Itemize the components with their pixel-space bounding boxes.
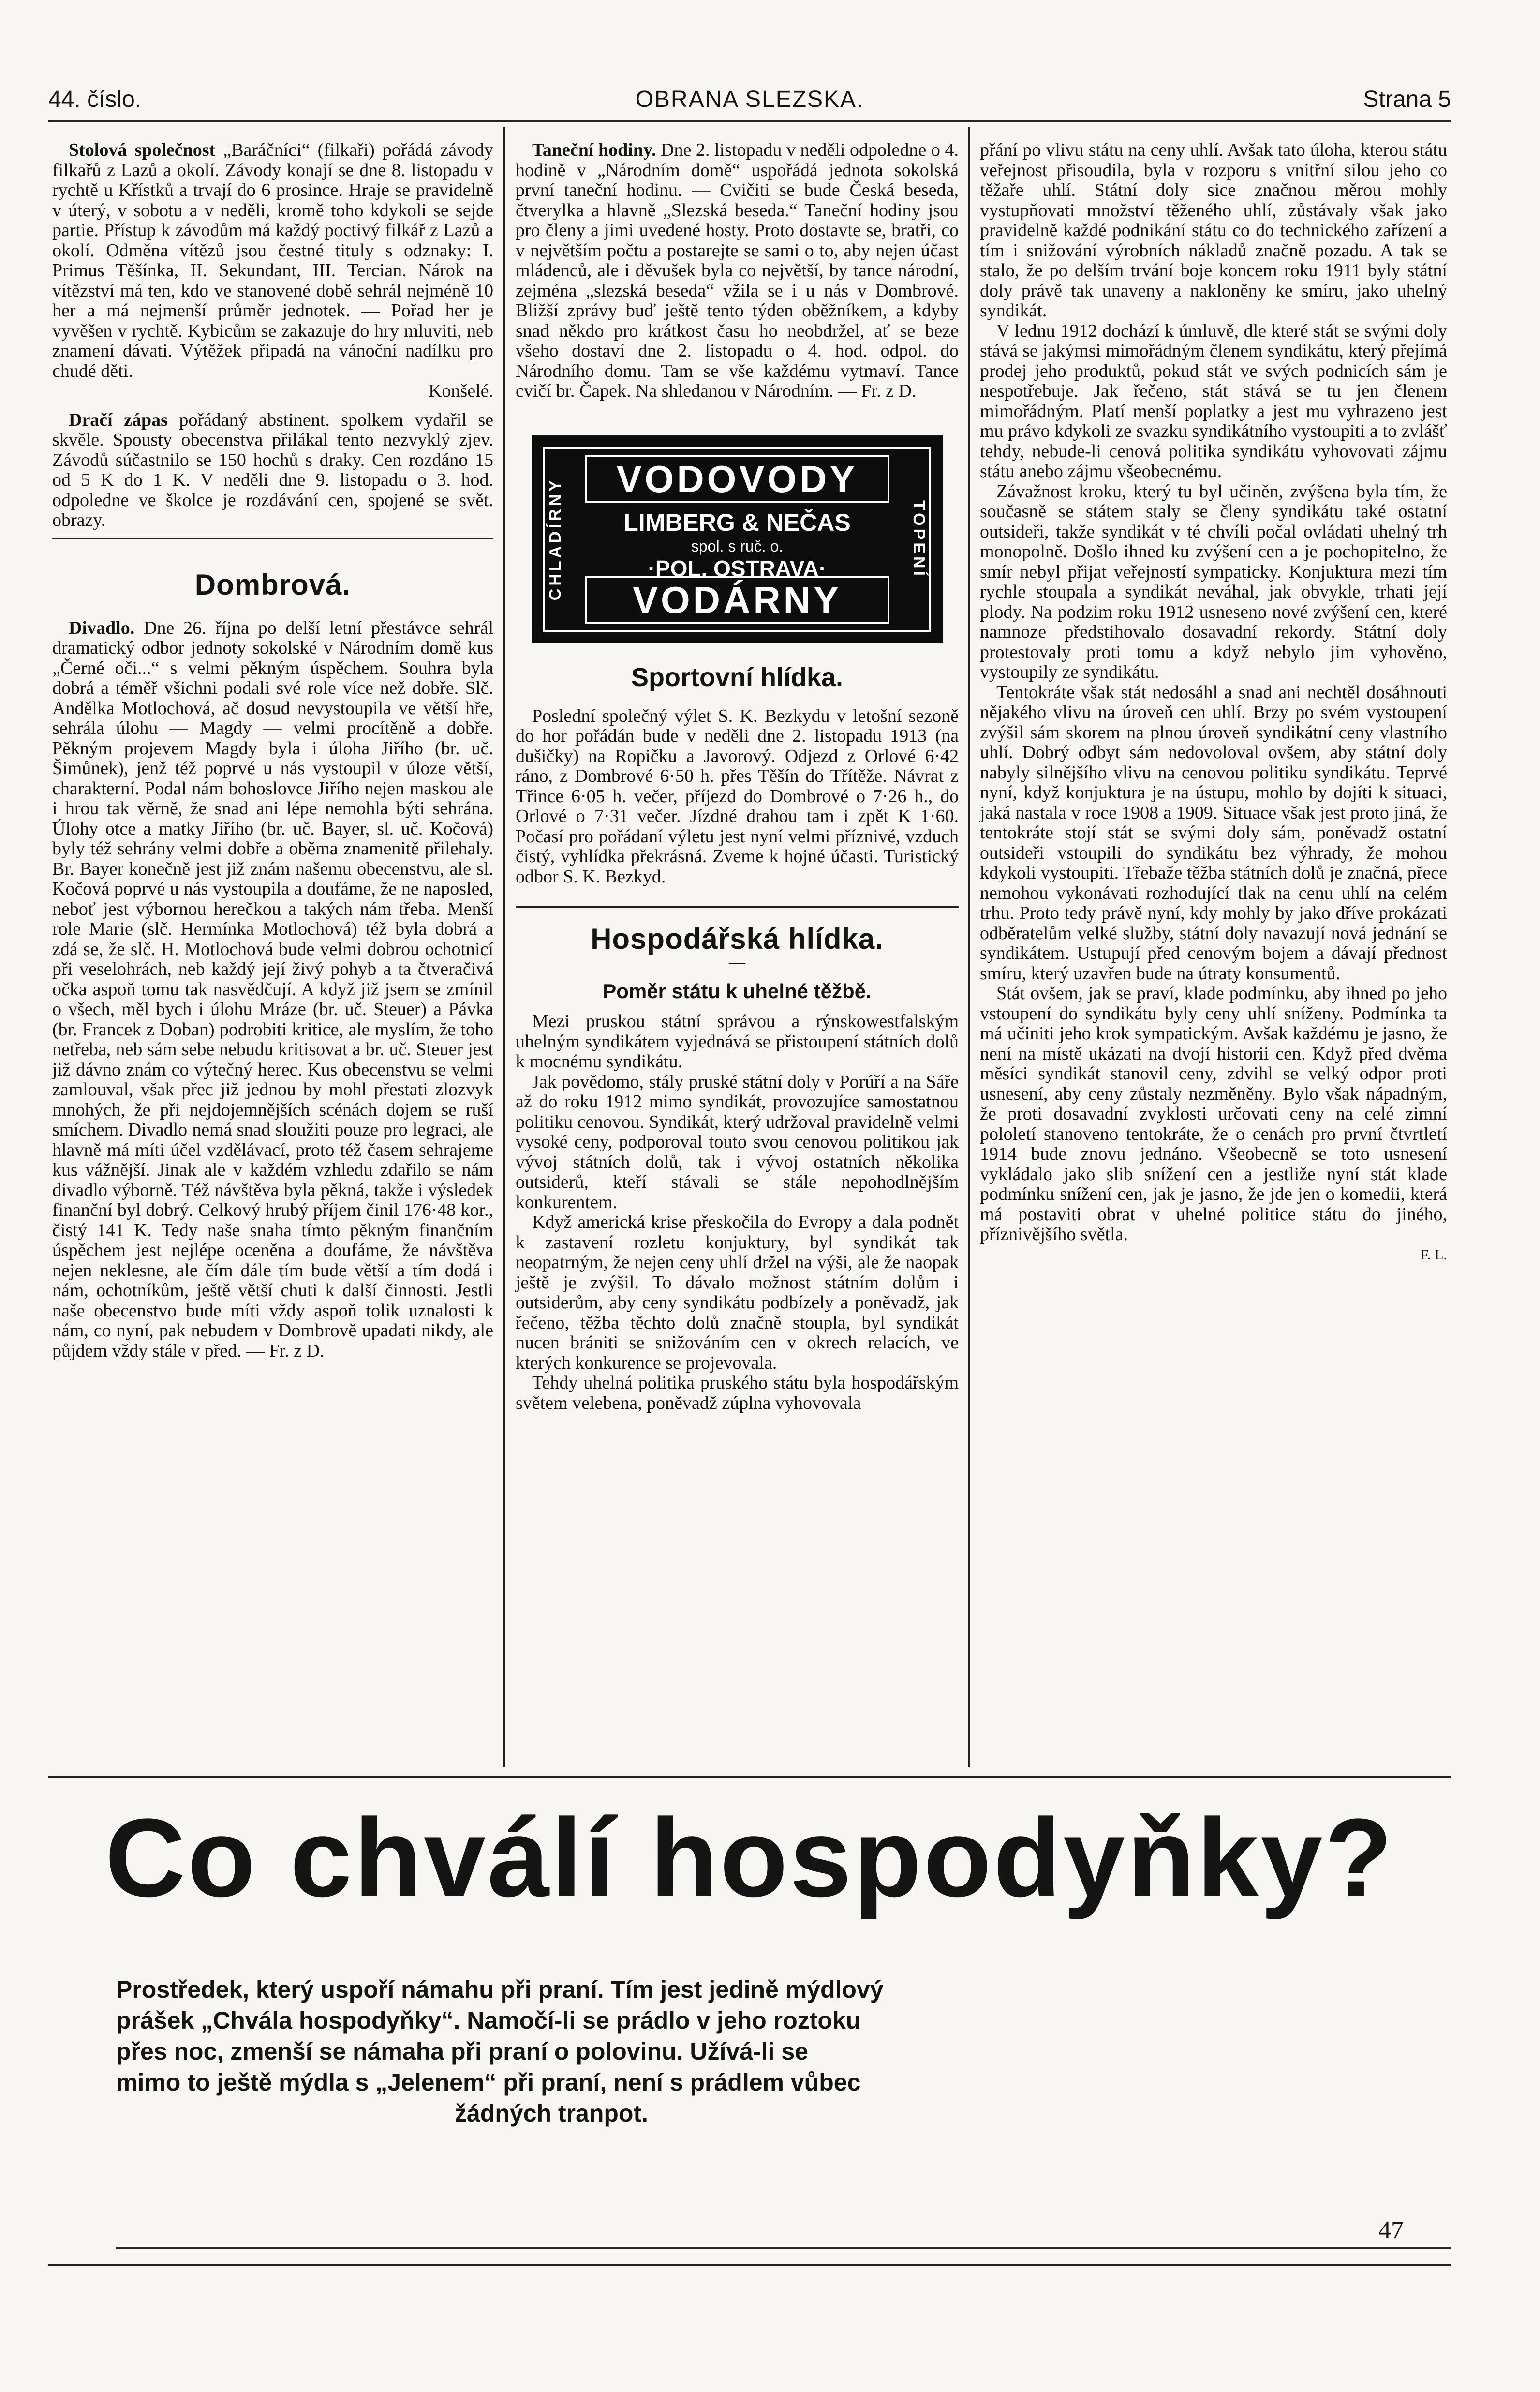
article-lead: Taneční hodiny. (532, 140, 656, 160)
page-number: 47 (1378, 2216, 1404, 2244)
section-rule (516, 906, 959, 908)
article-signature: Konšelé. (428, 381, 493, 401)
bottom-frame-rule (48, 2264, 1451, 2266)
article-paragraph: Mezi pruskou státní správou a rýnskowestfalským uhelným syndikátem vyjednává se přistoupení státních dolů k mocnému syndikátu. (516, 1011, 959, 1072)
ad-firm-name: LIMBERG & NEČAS (623, 508, 851, 536)
ornament-dash: — (729, 953, 745, 971)
article-sport: Poslední společný výlet S. K. Bezkydu v letošní sezoně do hor pořádán bude v neděli dne 2. listopadu 1913 (na dušičky) na Ropičku a Javorový. Odjezd z Orlové 6·42 ráno, z Dombrové 6·50 h. přes Těšín do Třítěže. Návrat z Třince 6·05 h. večer, příjezd do Dombrové o 7·26 h., do Orlové o 7·31 večer. Jízdné drahou tam i zpět K 1·60. Počasí pro pořádaní výletu jest nyní velmi příznivé, vzduch čistý, vyhlídka překrásná. Zveme k hojné účasti. Turistický odbor S. K. Bezkyd. (516, 705, 959, 887)
article-paragraph: Tentokráte však stát nedosáhl a snad ani nechtěl dosáhnouti nějakého vlivu na úroveň cen uhlí. Brzy po svém vystoupení zvýšil sám skorem na plnou úroveň syndikátní ceny vlastního uhlí. Dobrý odbyt sám nedovoloval ovšem, aby státní doly nabyly silnějšího vlivu na cenovou politiku syndikátu. Teprvé nyní, když konjuktura je na ústupu, mohlo by dojíti k situaci, jaká nastala v roce 1908 a 1909. Situace však jest proto jiná, že tentokráte stojí stát se svými doly sám, poněvadž ostatní outsideři vstoupili do syndikátu bez výhrady, že mohou kdykoli vystoupiti. Třebaže těžba státních dolů je značná, přece nemohou vykonávati rozhodující tlak na cenu uhlí na celém trhu. Proto tedy právě nyní, kdy mohly by jako dříve prokázati odběratelům velké služby, státní doly navazují nová jednání se syndikátem. Ustupují před cenovým bojem a dávají přednost smíru, který uzavřen bude na útraty konsumentů. (980, 682, 1447, 984)
issue-number: 44. číslo. (48, 87, 142, 112)
section-title-hospodarska: Hospodářská hlídka. (591, 923, 884, 955)
ad-side-left (541, 460, 570, 619)
article-paragraph: Stát ovšem, jak se praví, klade podmínku, aby ihned po jeho vstoupení do syndikátu byly ceny uhlí sníženy. Podmínka ta má učiniti jeho krok sympatickým. Avšak každému je jasno, že není na místě ukázati na dvojí historii cen. Když před dvěma měsíci syndikát stanovil ceny, zdvihl se velký odpor proti usnesení, aby ceny zůstaly nezměněny. Bylo však nápadným, že proti dosavadní zvyklosti určovati ceny na celé zimní pololetí stanoveno tentokráte, že o cenách pro první čtvrtletí 1914 bude znovu jednáno. Všeobecně se toto usnesení vykládalo jako slib snížení cen a jestliže nyní stát klade podmínku snížení cen, jak je jasno, že jde jen o komedii, která má postaviti obrat v uhelné politice státu do jiného, příznivějšího světla. (980, 983, 1447, 1244)
article-stolova (52, 140, 493, 381)
bottom-ad-line: přes noc, zmenší se námaha při praní o polovinu. Užívá-li se (116, 2038, 808, 2065)
bottom-ad-line: žádných tranpot. (454, 2100, 649, 2127)
page-number-rule (116, 2247, 1451, 2249)
article-paragraph: Jak povědomo, stály pruské státní doly v Porúří a na Sáře až do roku 1912 mimo syndikát, provozujíce samostatnou politiku cenovou. Syndikát, který udržoval pravidelně velmi vysoké ceny, podporoval touto svou cenovou politikou jak vývoj státních dolů, tak i vývoj ostatních několika outsiderů, kteří stávali se stále nepohodlnějším konkurentem. (516, 1071, 959, 1212)
bottom-ad-headline: Co chválí hospodyňky? (105, 1795, 1394, 1920)
bottom-ad-line: prášek „Chvála hospodyňky“. Namočí-li se prádlo v jeho roztoku (116, 2007, 861, 2034)
section-title-dombrova: Dombrová. (194, 568, 351, 601)
article-signature: F. L. (1420, 1246, 1447, 1263)
article-paragraph: Když americká krise přeskočila do Evropy a dala podnět k zastavení rozletu konjuktury, byl syndikát tak neopatrným, že nejen ceny uhlí držel na výši, ale že naopak ještě je zvýšil. To dávalo možnost státním dolům i outsiderům, aby ceny syndikátu podbízely a poněvadž, jak řečeno, těžba těchto dolů značně stoupla, byl syndikát nucen brániti se snižováním cen v okrech relacích, ve kterých konkurence se projevovala. (516, 1212, 959, 1373)
article-lead: Divadlo. (69, 617, 135, 638)
article-paragraph: Závažnost kroku, který tu byl učiněn, zvýšena byla tím, že současně se státem staly se členy syndikátu také ostatní outsideři, takže syndikát v té chvíli počal ovládati uhelný trh monopolně. Došlo ihned ku zvýšení cen a je pochopitelno, že smír nebyl přijat veřejností sympaticky. Konjuktura mezi tím rychle stoupala a syndikát neváhal, jak obvykle, trhati její plody. Na podzim roku 1912 usneseno nové zvýšení cen, které namnoze předstihovalo dosavadní rekordy. Státní doly protestovaly proti tomu a když nebylo jim vyhověno, vystoupily ze syndikátu. (980, 481, 1447, 682)
article-body: „Baráčníci“ (filkaři) pořádá závody filkařů z Lazů a okolí. Závody konají se dne 8. listopadu v rychtě u Křístků a trvají do 6 prosince. Hraje se pravidelně v úterý, v sobotu a v neděli, kromě toho kdykoli se sejde partie. Přístup k závodům má každý poctivý filkář z Lazů a okolí. Odměna vítězů jsou čestné tituly s odznaky: I. Primus Těšínka, II. Sekundant, III. Tercian. Nárok na vítězství má ten, kdo ve stanovené době sehrál nejméně 10 her a má nejmenší průměr jednotek. — Pořad her je vyvěšen v rychtě. Kybicům se zakazuje do hry mluviti, neb znamení dávati. Výtěžek připadá na vánoční nadílku pro chudé děti. (52, 140, 493, 381)
article-paragraph: přání po vlivu státu na ceny uhlí. Avšak tato úloha, kterou státu veřejnost přisoudila, byla v rozporu s vnitřní silou jeho co těžaře uhlí. Státní doly sice značnou měrou mohly vystupňovati množství těženého uhlí, zůstávaly však jako pravidelně každé podnikání státu co do technického zařízení a tím i snižování výrobních nákladů značně pozadu. A tak se stalo, že po delším trvání boje koncem roku 1911 byly státní doly právě tak unaveny a nakloněny ke smíru, jako uhelný syndikát. (980, 140, 1447, 321)
section-rule (52, 538, 493, 539)
article-body: pořádaný abstinent. spolkem vydařil se skvěle. Spousty obecenstva přilákal tento nezvyklý zjev. Závodů súčastnilo se 150 hochů s draky. Cen rozdáno 15 od 5 K do 1 K. V neděli dne 9. listopadu o 3. hod. odpoledne ve školce je rozdávání cen, spojené se svět. obrazy. (52, 409, 494, 530)
column-2 (516, 140, 959, 1413)
newspaper-title: OBRANA SLEZSKA. (635, 87, 864, 112)
bottom-ad-line: Prostředek, který uspoří námahu při praní. Tím jest jedině mýdlový (116, 1976, 884, 2003)
ad-side-left-text: CHLADÍRNY (546, 478, 565, 601)
article-divadlo (52, 618, 493, 1361)
ad-side-right (904, 460, 933, 619)
ad-side-right-text: TOPENÍ (909, 500, 928, 579)
ad-firm-block (585, 508, 889, 581)
page-header (48, 86, 1451, 118)
column-1 (52, 140, 493, 1361)
article-draci (52, 410, 493, 531)
article-tanecni (516, 140, 959, 402)
section-title-sport: Sportovní hlídka. (631, 662, 844, 692)
article-paragraph: Tehdy uhelná politika pruského státu byla hospodářským světem velebena, poněvadž zúplna vyhovovala (516, 1373, 959, 1413)
article-body: Dne 26. října po delší letní přestávce sehrál dramatický odbor jednoty sokolské v Národním domě kus „Černé oči...“ s velmi pěkným úspěchem. Souhra byla dobrá a téměř všichni podali své role více než dobře. Slč. Andělka Motlochová, ač dosud nevystoupila ve větší hře, sehrála úlohu — Magdy — velmi procítěně a dobře. Pěkným projevem Magdy byla i úloha Jiřího (br. uč. Šimůnek), jenž též poprvé u nás vystoupil v úloze větší, charakterní. Podal nám bohoslovce Jiřího nejen maskou ale i hrou tak věrně, že snad ani lépe nemohla býti sehrána. Úlohy otce a matky Jiřího (br. uč. Bayer, sl. uč. Kočová) byly též sehrány velmi dobře a oběma znamenitě přilehaly. Br. Bayer konečně jest již znám našemu obecenstvu, ale sl. Kočová poprvé u nás vystoupila a doufáme, že ne naposled, neboť jest výbornou herečkou a takých nám třeba. Menší role Marie (slč. Hermínka Motlochová) též byla dobrá a zdá se, že slč. H. Motlochová bude velmi dobrou ochotnicí při veselohrách, neb každý její živý pohyb a ta čtveračivá očka aspoň tomu tak nasvědčují. A když již jsem se zmínil o všech, měl bych i úlohu Mráze (br. uč. Steuer) a Pávka (br. Francek z Doban) podrobiti kritice, ale myslím, že toho netřeba, neb sám sebe nebudu kritisovat a br. uč. Steuer jest již dávno znám co výtečný herec. Kus obecenstvu se velmi zamlouval, však přec již jednou by mohl přestati zlozvyk mnohých, že při nejdojemnějších scénách dojem se ruší smíchem. Divadlo nemá snad sloužiti pouze pro legraci, ale hlavně má míti účel vzdělávací, proto též časem sehrajeme kus vážnější. Jinak ale v každém vzhledu zdařilo se nám divadlo výborně. Též návštěva byla pěkná, takže i výsledek finanční byl dobrý. Celkový hrubý příjem činil 176·48 kor., čistý 141 K. Tedy naše snaha tímto pěkným finančním úspěchem jest nejlépe oceněna a doufáme, že návštěva nejen neklesne, ale čím dále tím bude větší a tím dodá i nám, ochotníkům, ještě větší chuti k další činnosti. Jestli naše obecenstvo bude míti vždy aspoň tolik uznalosti k nám, co nyní, pak nebudem v Dombrově upadati nikdy, ale půjdem vždy stále v před. — Fr. z D. (52, 617, 494, 1361)
column-3 (980, 140, 1447, 1265)
bottom-ad-text (116, 1974, 1287, 2129)
ad-firm-city: ·POL. OSTRAVA· (648, 555, 827, 581)
vodovody-advertisement (532, 435, 943, 643)
article-paragraph: V lednu 1912 dochází k úmluvě, dle které stát se svými doly stává se jakýmsi mimořádným členem syndikátu, který přejímá prodej jeho produktů, pokud stát ve svých podnicích sám je nespotřebuje. Jak řečeno, stát stává se tu jen členem mimořádným. Platí menší poplatky a jest mu vyhrazeno jest mu právo kdykoli ze svazku syndikátního vystoupiti a to zvlášť tehdy, nebude-li cenová politika syndikátu vyhovovati zájmu státu anebo zájmu všeobecnému. (980, 320, 1447, 481)
ad-bottom-word: VODÁRNY (585, 576, 889, 624)
ad-firm-sub: spol. s ruč. o. (691, 537, 784, 555)
bottom-ad-rule (48, 1776, 1451, 1778)
column-divider-1 (503, 127, 505, 1767)
ad-top-word: VODOVODY (585, 455, 889, 503)
article-lead: Stolová společnost (69, 140, 216, 160)
header-rule (48, 120, 1451, 122)
article-body: Dne 2. listopadu v neděli odpoledne o 4. hodině v „Národním domě“ uspořádá jednota sokolská první taneční hodinu. — Cvičiti se bude Česká beseda, čtverylka a hlavně „Slezská beseda.“ Taneční hodiny jsou pro členy a jimi uvedené hosty. Proto dostavte se, bratři, co v největším počtu a postarejte se sami o to, aby nejen účast mládenců, ale i děvušek byla co největší, by tance národní, zejména „slezská beseda“ vžila se i u nás v Dombrové. Bližší zprávy buď ještě tento týden oběžníkem, a kdyby snad někdo pro krátkost času ho neobdržel, ať se beze všeho dostaví dne 2. listopadu o 4. hod. odpol. do Národního domu. Tam se vše každému vytmaví. Tance cvičí br. Čapek. Na shledanou v Národním. — Fr. z D. (516, 140, 959, 401)
article-subtitle: Poměr státu k uhelné těžbě. (603, 979, 872, 1002)
article-lead: Dračí zápas (69, 409, 168, 430)
bottom-ad-line: mimo to ještě mýdla s „Jelenem“ při praní, není s prádlem vůbec (116, 2069, 861, 2096)
page-label: Strana 5 (1363, 87, 1451, 112)
column-divider-2 (968, 127, 970, 1767)
